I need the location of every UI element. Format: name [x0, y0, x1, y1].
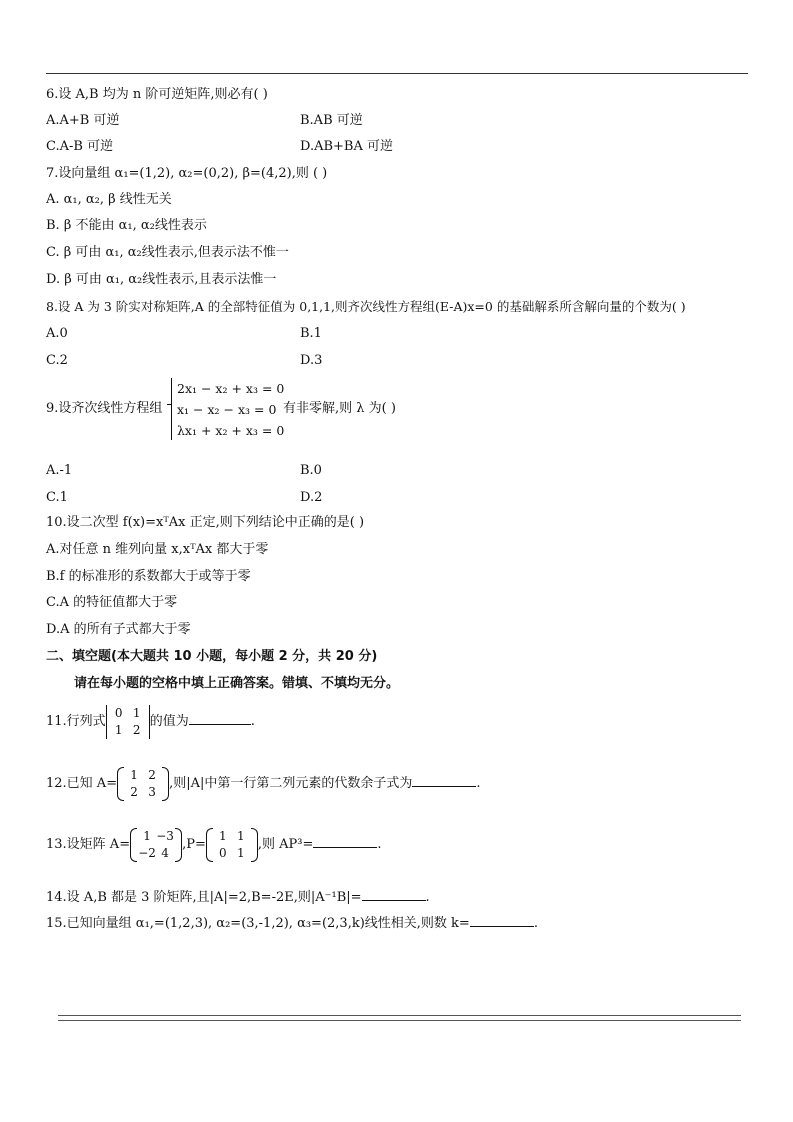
q12 — [46, 766, 481, 802]
q10-option-a: A.对任意 n 维列向量 x,xᵀAx 都大于零 — [46, 542, 269, 557]
q7-option-d: D. β 可由 α₁, α₂线性表示,且表示法惟一 — [46, 272, 277, 287]
q12-row-1 — [125, 767, 161, 784]
q13-p-cell: 0 — [219, 845, 227, 860]
q15-text: 15.已知向量组 α₁,=(1,2,3), α₂=(3,-1,2), α₃=(2,3,k)线性相关,则数 k= — [46, 916, 470, 931]
bottom-double-rule — [58, 1015, 741, 1021]
q12-answer-blank — [412, 774, 476, 787]
q11-suffix: 的值为 — [149, 714, 189, 729]
q13-prefix: 13.设矩阵 A= — [46, 837, 131, 852]
q11-row-1 — [110, 705, 146, 722]
q13-a-row-1 — [138, 828, 174, 845]
q8-option-b: B.1 — [300, 326, 322, 341]
q10-stem: 10.设二次型 f(x)=xᵀAx 正定,则下列结论中正确的是( ) — [46, 515, 365, 530]
q14 — [46, 888, 430, 906]
q11-end: . — [250, 714, 255, 729]
q6-option-d: D.AB+BA 可逆 — [300, 139, 393, 154]
q13-p-cell: 1 — [219, 828, 227, 843]
q9-option-c: C.1 — [46, 490, 68, 505]
q13-p-cell: 1 — [237, 828, 245, 843]
q12-row-2 — [125, 784, 161, 801]
section-2-title: 二、填空题(本大题共 10 小题，每小题 2 分，共 20 分) — [46, 649, 378, 664]
q13-matrix-p — [206, 828, 258, 862]
q15-end: . — [533, 916, 538, 931]
q13-a-cell: 1 — [143, 828, 151, 843]
q13-matrix-a — [130, 828, 182, 862]
q13-mid: ,P= — [182, 837, 206, 852]
q9-equation-system — [171, 378, 284, 440]
q11-cell: 0 — [114, 705, 123, 720]
q11-row-2 — [110, 722, 146, 739]
q11-cell: 1 — [132, 705, 141, 720]
q7-option-c: C. β 可由 α₁, α₂线性表示,但表示法不惟一 — [46, 245, 289, 260]
q7-option-a: A. α₁, α₂, β 线性无关 — [46, 192, 172, 207]
q8-stem: 8.设 A 为 3 阶实对称矩阵,A 的全部特征值为 0,1,1,则齐次线性方程组(E-A)x=0 的基础解系所含解向量的个数为( ) — [46, 299, 686, 314]
q9-brace-tip — [167, 404, 171, 405]
q6-option-b: B.AB 可逆 — [300, 113, 363, 128]
q10-option-c: C.A 的特征值都大于零 — [46, 595, 178, 610]
q7-stem: 7.设向量组 α₁=(1,2), α₂=(0,2), β=(4,2),则 ( ) — [46, 166, 328, 181]
q12-cell: 1 — [130, 767, 138, 782]
q12-prefix: 12.已知 A= — [46, 776, 118, 791]
q10-option-d: D.A 的所有子式都大于零 — [46, 622, 191, 637]
q11-cell: 1 — [114, 722, 123, 737]
q13-p-row-2 — [214, 845, 250, 862]
q13-a-cell: −2 — [138, 845, 156, 860]
q12-cell: 2 — [148, 767, 156, 782]
q14-text: 14.设 A,B 都是 3 阶矩阵,且|A|=2,B=-2E,则|A⁻¹B|= — [46, 890, 362, 905]
q13-a-cell: −3 — [156, 828, 174, 843]
q12-end: . — [476, 776, 481, 791]
q13-answer-blank — [313, 835, 377, 848]
q9-equation-1: 2x₁ − x₂ + x₃ = 0 — [177, 381, 285, 396]
q8-option-a: A.0 — [46, 326, 68, 341]
q11-cell: 2 — [132, 722, 141, 737]
q15 — [46, 914, 538, 932]
q15-answer-blank — [470, 914, 534, 927]
q6-stem: 6.设 A,B 均为 n 阶可逆矩阵,则必有( ) — [46, 87, 268, 102]
q10-option-b: B.f 的标准形的系数都大于或等于零 — [46, 569, 251, 584]
q6-option-c: C.A-B 可逆 — [46, 139, 114, 154]
q13-a-cell: 4 — [161, 845, 169, 860]
q13-end: . — [377, 837, 382, 852]
q9-option-b: B.0 — [300, 463, 322, 478]
q11-answer-blank — [189, 712, 251, 725]
q11 — [46, 704, 255, 740]
q9-option-d: D.2 — [300, 490, 323, 505]
q9-equation-3: λx₁ + x₂ + x₃ = 0 — [177, 423, 285, 438]
section-2-instruction: 请在每小题的空格中填上正确答案。错填、不填均无分。 — [74, 676, 400, 691]
q11-prefix: 11.行列式 — [46, 714, 106, 729]
q12-matrix-a — [117, 767, 169, 801]
q12-cell: 2 — [130, 784, 138, 799]
q9-equation-2: x₁ − x₂ − x₃ = 0 — [177, 402, 277, 417]
q9-option-a: A.-1 — [46, 463, 73, 478]
q7-option-b: B. β 不能由 α₁, α₂线性表示 — [46, 218, 207, 233]
q12-cell: 3 — [148, 784, 156, 799]
q12-suffix: ,则|A|中第一行第二列元素的代数余子式为 — [169, 776, 413, 791]
q13-p-cell: 1 — [237, 845, 245, 860]
q13-a-row-2 — [138, 845, 174, 862]
q9-suffix: 有非零解,则 λ 为( ) — [283, 401, 396, 416]
q13 — [46, 827, 382, 863]
q6-option-a: A.A+B 可逆 — [46, 113, 120, 128]
q13-suffix: ,则 AP³= — [257, 837, 314, 852]
q8-option-d: D.3 — [300, 353, 323, 368]
q8-option-c: C.2 — [46, 353, 68, 368]
q14-end: . — [425, 890, 430, 905]
q13-p-row-1 — [214, 828, 250, 845]
q9-prefix: 9.设齐次线性方程组 — [46, 401, 163, 416]
q11-determinant — [106, 705, 150, 739]
top-rule — [46, 73, 748, 74]
q14-answer-blank — [362, 888, 426, 901]
